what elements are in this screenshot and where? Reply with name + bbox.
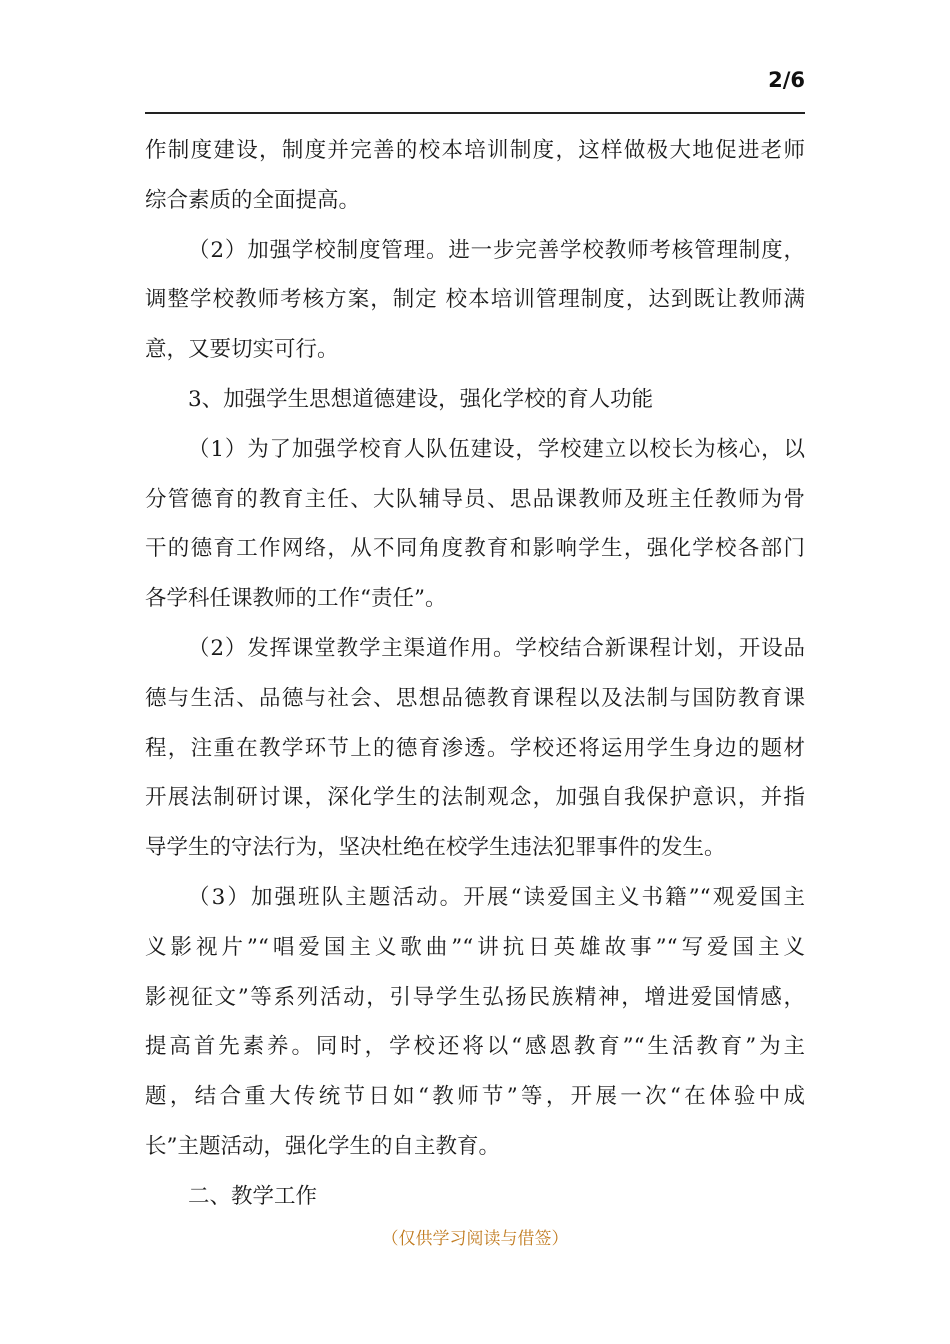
text-line: 意，又要切实可行。	[145, 337, 339, 363]
text-line: 综合素质的全面提高。	[145, 187, 361, 213]
text-line: （1）为了加强学校育人队伍建设，学校建立以校长为核心，以	[188, 436, 805, 462]
text-line: 作制度建设，制度并完善的校本培训制度，这样做极大地促进老师	[145, 138, 805, 163]
text-line: 各学科任课教师的工作“责任”。	[145, 586, 447, 612]
text-line: 3、加强学生思想道德建设，强化学校的育人功能	[188, 386, 654, 412]
text-line: 程，注重在教学环节上的德育渗透。学校还将运用学生身边的题材	[145, 735, 805, 761]
header-divider	[145, 112, 805, 114]
text-line: 题，结合重大传统节日如“教师节”等，开展一次“在体验中成	[145, 1084, 805, 1110]
text-line: 德与生活、品德与社会、思想品德教育课程以及法制与国防教育课	[145, 685, 805, 711]
text-line: 二、教学工作	[188, 1183, 318, 1209]
text-line: 义影视片”“唱爱国主义歌曲”“讲抗日英雄故事”“写爱国主义	[145, 934, 805, 960]
text-line: （2）加强学校制度管理。进一步完善学校教师考核管理制度，	[188, 237, 805, 263]
page-number: 2/6	[768, 68, 805, 92]
text-line: 调整学校教师考核方案，制定 校本培训管理制度，达到既让教师满	[145, 287, 805, 313]
footer-note: （仅供学习阅读与借签）	[381, 1229, 569, 1249]
text-line: （3）加强班队主题活动。开展“读爱国主义书籍”“观爱国主	[188, 884, 805, 910]
document-body	[145, 126, 805, 1222]
text-line: 影视征文”等系列活动，引导学生弘扬民族精神，增进爱国情感，	[145, 984, 805, 1010]
text-line: 分管德育的教育主任、大队辅导员、思品课教师及班主任教师为骨	[145, 486, 805, 512]
text-line: 长”主题活动，强化学生的自主教育。	[145, 1133, 500, 1159]
text-line: 提高首先素养。同时，学校还将以“感恩教育”“生活教育”为主	[145, 1034, 805, 1060]
text-line: （2）发挥课堂教学主渠道作用。学校结合新课程计划，开设品	[188, 635, 805, 661]
text-line: 导学生的守法行为，坚决杜绝在校学生违法犯罪事件的发生。	[145, 835, 726, 861]
text-line: 干的德育工作网络，从不同角度教育和影响学生，强化学校各部门	[145, 536, 805, 562]
text-line: 开展法制研讨课，深化学生的法制观念，加强自我保护意识，并指	[145, 785, 805, 811]
